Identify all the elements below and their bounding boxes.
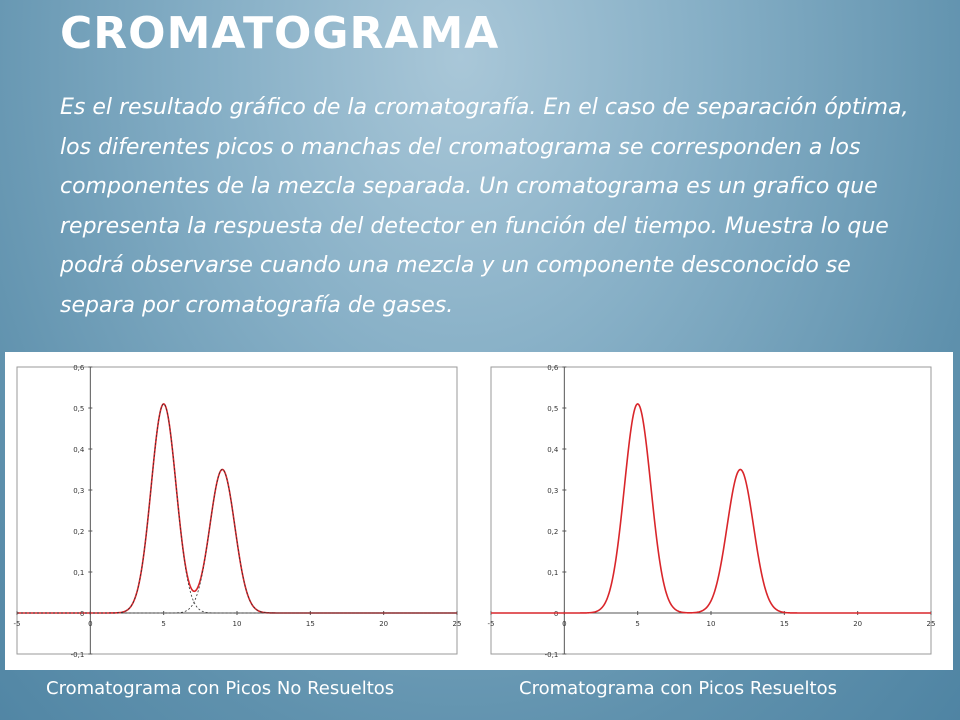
x-tick-label: 10: [706, 620, 716, 628]
x-tick-label: 20: [379, 620, 389, 628]
component-peak-1: [17, 404, 457, 613]
x-tick-label: 20: [853, 620, 863, 628]
slide-body-text: Es el resultado gráfico de la cromatografía. En el caso de separación óptima, los diferentes picos o manchas del cromatograma se corresponden a los componentes de la mezcla separada. Un cromatograma es un grafico que representa la respuesta del detector en función del tiempo. Muestra lo que podrá observarse cuando una mezcla y un componente desconocido se separa por cromatografía de gases.: [60, 95, 909, 318]
x-tick-label: 15: [779, 620, 789, 628]
y-tick-label: 0,6: [547, 364, 559, 372]
y-tick-label: 0: [553, 610, 559, 618]
caption-unresolved: Cromatograma con Picos No Resueltos: [46, 678, 395, 699]
x-tick-label: 15: [305, 620, 315, 628]
chromatogram-unresolved: [5, 352, 479, 670]
signal-line: [17, 404, 457, 613]
signal-line: [491, 404, 931, 613]
x-tick-label: -5: [13, 620, 21, 628]
y-tick-label: 0,1: [73, 569, 85, 577]
y-tick-label: 0,5: [73, 405, 85, 413]
y-tick-label: 0,1: [547, 569, 559, 577]
x-tick-label: 10: [232, 620, 242, 628]
x-tick-label: 5: [161, 620, 166, 628]
y-tick-label: 0,4: [73, 446, 85, 454]
caption-resolved: Cromatograma con Picos Resueltos: [519, 678, 837, 699]
y-tick-label: 0,6: [73, 364, 85, 372]
y-tick-label: -0,1: [544, 651, 559, 659]
y-tick-label: 0,4: [547, 446, 559, 454]
y-tick-label: -0,1: [70, 651, 85, 659]
x-tick-label: 0: [562, 620, 567, 628]
x-tick-label: 5: [635, 620, 640, 628]
x-tick-label: 25: [926, 620, 936, 628]
y-tick-label: 0,2: [547, 528, 559, 536]
y-tick-label: 0,3: [547, 487, 559, 495]
y-tick-label: 0,3: [73, 487, 85, 495]
x-tick-label: 0: [88, 620, 93, 628]
chart-panel: [5, 352, 953, 670]
x-tick-label: 25: [452, 620, 462, 628]
chromatogram-resolved: [479, 352, 953, 670]
slide-title: CROMATOGRAMA: [60, 8, 500, 59]
x-tick-label: -5: [487, 620, 495, 628]
y-tick-label: 0,5: [547, 405, 559, 413]
y-tick-label: 0,2: [73, 528, 85, 536]
y-tick-label: 0: [79, 610, 85, 618]
